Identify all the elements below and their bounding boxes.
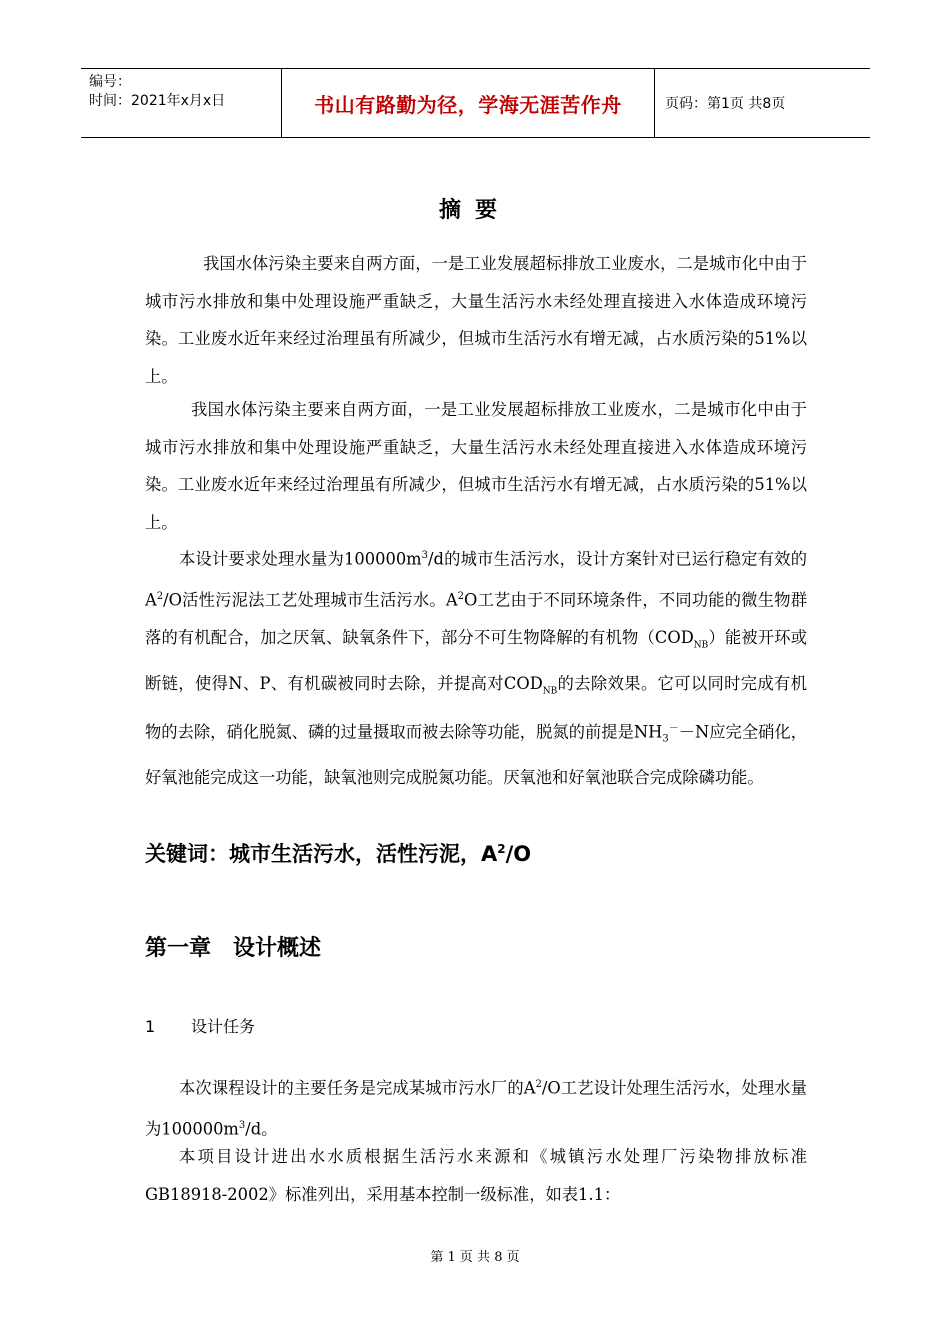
header-motto-cell — [281, 69, 655, 137]
subscript-nb-2: NB — [542, 685, 558, 696]
superscript-minus: － — [668, 723, 679, 735]
chapter-heading: 第一章 设计概述 — [145, 936, 322, 961]
number-label: 编号： — [89, 74, 131, 90]
document-header — [81, 68, 870, 138]
abstract-title: 摘要 — [438, 198, 511, 223]
superscript-3: 3 — [421, 550, 429, 561]
p3-text-e: ）能被开环或断链，使得N、P、有机碳被同时去除，并提高对COD — [145, 627, 807, 693]
keywords-sup: 2 — [497, 842, 506, 856]
subscript-3: 3 — [662, 734, 669, 746]
time-label: 时间：2021年x月x日 — [89, 93, 226, 109]
p3-text-b: /d的城市生活污水，设计方案针对已运行稳定有效的A — [145, 549, 808, 610]
p4-text-c: /d。 — [245, 1119, 278, 1139]
keywords — [145, 838, 531, 868]
p4-text-b: /O工艺设计处理生活污水，处理水量为100000m — [145, 1078, 807, 1139]
abstract-paragraph-3 — [145, 537, 807, 796]
p3-text-c: /O活性污泥法工艺处理城市生活污水。A — [163, 590, 458, 610]
p3-text-a: 本设计要求处理水量为100000m — [179, 549, 422, 569]
keywords-tail: /O — [505, 842, 532, 866]
superscript-2b: 2 — [457, 590, 465, 602]
p4-superscript-2: 2 — [535, 1079, 542, 1090]
section-heading — [145, 1014, 255, 1037]
p4-superscript-3: 3 — [238, 1119, 246, 1131]
motto: 书山有路勤为径，学海无涯苦作舟 — [314, 92, 622, 117]
page-code: 页码：第1页 共8页 — [665, 96, 786, 112]
p3-text-f: 的去除效果。它可以同时完成有机物的去除，硝化脱氮、磷的过量摄取而被去除等功能，脱氮的前提是NH — [145, 673, 807, 742]
p3-text-g: －N应完全硝化，好氧池能完成这一功能，缺氧池则完成脱氮功能。厌氧池和好氧池联合完成除磷功能。 — [145, 722, 808, 787]
page-footer: 第 1 页 共 8 页 — [430, 1250, 520, 1265]
superscript-2: 2 — [156, 590, 164, 602]
body-paragraph-1 — [145, 1066, 807, 1148]
p4-text-a: 本次课程设计的主要任务是完成某城市污水厂的A — [179, 1078, 536, 1098]
section-number: 1 — [145, 1017, 156, 1036]
header-left-cell — [81, 69, 281, 137]
abstract-paragraph-1: 我国水体污染主要来自两方面，一是工业发展超标排放工业废水，二是城市化中由于城市污水排放和集中处理设施严重缺乏，大量生活污水未经处理直接进入水体造成环境污染。工业废水近年来经过治理虽有所减少，但城市生活污水有增无减，占水质污染的51%以上。 — [145, 254, 807, 386]
p3-text-d: O工艺由于不同环境条件，不同功能的微生物群落的有机配合，加之厌氧、缺氧条件下，部分不可生物降解的有机物（COD — [145, 590, 807, 647]
keywords-label: 关键词：城市生活污水，活性污泥，A — [145, 842, 498, 866]
subscript-nb: NB — [693, 640, 709, 651]
abstract-paragraph-2: 我国水体污染主要来自两方面，一是工业发展超标排放工业废水，二是城市化中由于城市污水排放和集中处理设施严重缺乏，大量生活污水未经处理直接进入水体造成环境污染。工业废水近年来经过治理虽有所减少，但城市生活污水有增无减，占水质污染的51%以上。 — [145, 400, 807, 532]
section-title: 设计任务 — [191, 1017, 256, 1036]
body-paragraph-2: 本项目设计进出水水质根据生活污水来源和《城镇污水处理厂污染物排放标准GB18918-2002》标准列出，采用基本控制一级标准，如表1.1： — [145, 1147, 807, 1204]
header-page-cell — [655, 69, 870, 137]
